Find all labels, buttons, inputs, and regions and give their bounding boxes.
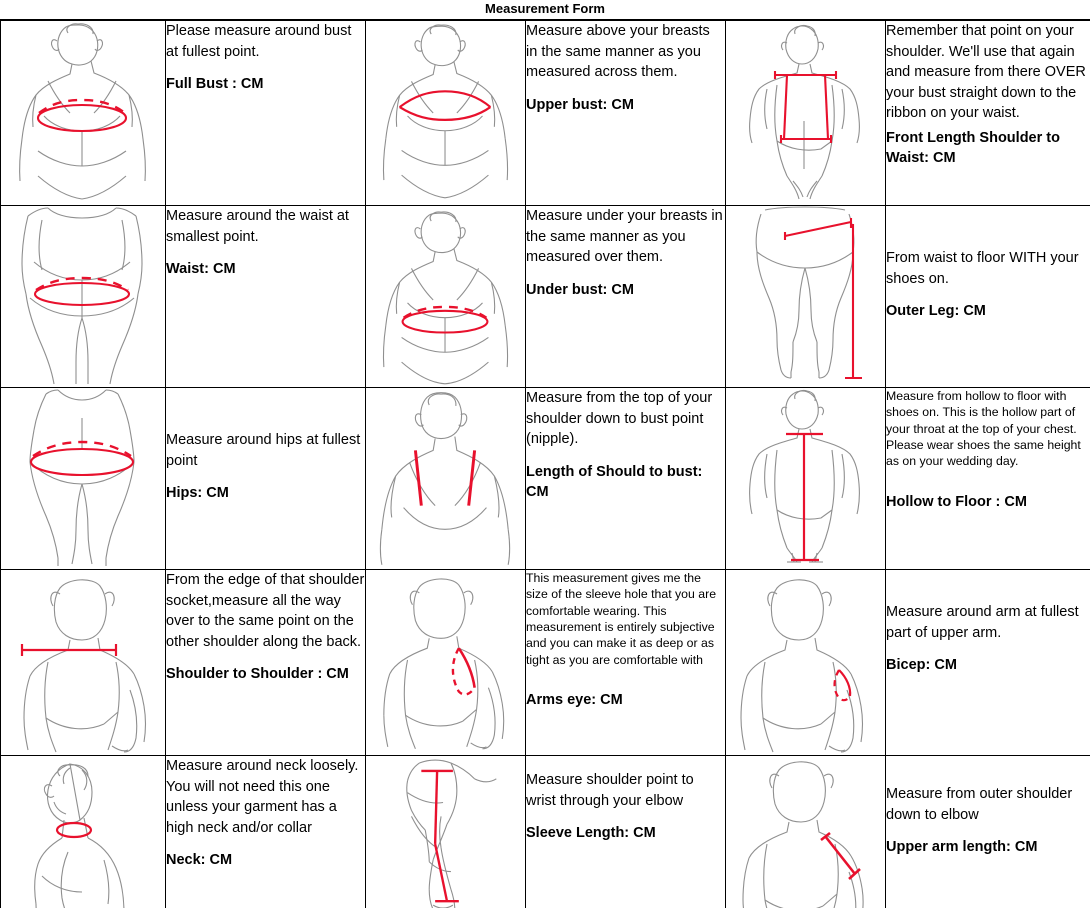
- cell-under-bust: [526, 206, 726, 388]
- description-text: Measure above your breasts in the same manner as you measured across them.: [526, 23, 710, 81]
- description-text: Measure around hips at fullest point: [166, 432, 361, 469]
- table-row: [1, 570, 1090, 756]
- description-text: This measurement gives me the size of the sleeve hole that you are comfortable wearing. This measurement is entirely subjective and you can make it as deep or as tight as you are comfortable with: [526, 571, 717, 667]
- cell-outer-leg: [886, 206, 1090, 388]
- measurement-label: Neck: CM: [166, 852, 233, 869]
- figure-svg-front-shoulder-to-bust: [372, 388, 520, 568]
- cell-hollow-to-floor: [886, 388, 1090, 570]
- description-text: Measure from hollow to floor with shoes on. This is the hollow part of your throat at the top of your chest. Please wear shoes the same height as on your wedding day.: [886, 389, 1081, 469]
- measurement-label: Hips: CM: [166, 485, 229, 502]
- measurement-label: Hollow to Floor : CM: [886, 493, 1027, 510]
- measurement-label: Full Bust : CM: [166, 76, 264, 93]
- figure-svg-front-lower-body-hips: [8, 388, 158, 568]
- description-text: From the edge of that shoulder socket,measure all the way over to the same point on the other shoulder along the back.: [166, 572, 365, 650]
- figure-svg-front-torso-waist: [8, 206, 158, 386]
- cell-neck: [166, 756, 366, 908]
- description-text: Measure under your breasts in the same manner as you measured over them.: [526, 208, 723, 266]
- measurement-label: Sleeve Length: CM: [526, 825, 656, 842]
- description-text: Remember that point on your shoulder. We'll use that again and measure from there OVER your bust straight down to the ribbon on your waist.: [886, 23, 1086, 122]
- figure-svg-front-torso-under-bust: [372, 206, 520, 386]
- figure-svg-front-torso-upper-bust: [372, 21, 520, 203]
- figure-svg-back-lower-body: [731, 206, 881, 386]
- figure-hips: [1, 388, 166, 570]
- description-text: Please measure around bust at fullest point.: [166, 23, 352, 60]
- measurement-label: Bicep: CM: [886, 657, 957, 674]
- measurement-label: Under bust: CM: [526, 281, 634, 298]
- table-row: [1, 21, 1090, 206]
- description-text: Measure from outer shoulder down to elbow: [886, 786, 1073, 823]
- measurement-grid: [0, 20, 1090, 908]
- figure-svg-back-shoulder-to-shoulder: [8, 570, 158, 754]
- figure-svg-front-torso-bust: [8, 21, 158, 203]
- measurement-label: Outer Leg: CM: [886, 303, 986, 320]
- figure-under-bust: [366, 206, 526, 388]
- measurement-label: Length of Should to bust: CM: [526, 463, 703, 501]
- figure-waist: [1, 206, 166, 388]
- table-row: [1, 206, 1090, 388]
- description-text: Measure shoulder point to wrist through your elbow: [526, 772, 694, 809]
- description-text: Measure around neck loosely. You will not need this one unless your garment has a high neck and/or collar: [166, 758, 359, 836]
- figure-svg-front-body-shoulder-waist: [731, 21, 881, 203]
- figure-hollow-to-floor: [726, 388, 886, 570]
- figure-svg-back-arms-eye: [372, 570, 520, 754]
- cell-waist: [166, 206, 366, 388]
- figure-upper-arm-length: [726, 756, 886, 908]
- measurement-label: Front Length Shoulder to Waist: CM: [886, 129, 1060, 167]
- page-title: Measurement Form: [0, 0, 1090, 20]
- figure-outer-leg: [726, 206, 886, 388]
- table-row: [1, 756, 1090, 908]
- figure-bicep: [726, 570, 886, 756]
- description-text: From waist to floor WITH your shoes on.: [886, 250, 1079, 287]
- cell-shoulder-to-shoulder: [166, 570, 366, 756]
- figure-sleeve-length: [366, 756, 526, 908]
- table-row: [1, 388, 1090, 570]
- cell-upper-arm-length: [886, 756, 1090, 908]
- measurement-label: Arms eye: CM: [526, 692, 623, 709]
- measurement-label: Upper arm length: CM: [886, 839, 1038, 856]
- description-text: Measure around the waist at smallest point.: [166, 208, 349, 245]
- cell-full-bust: [166, 21, 366, 206]
- figure-upper-bust: [366, 21, 526, 206]
- figure-svg-front-body-hollow-to-floor: [731, 388, 881, 568]
- cell-bicep: [886, 570, 1090, 756]
- description-text: Measure around arm at fullest part of upper arm.: [886, 604, 1079, 641]
- figure-svg-side-head-neck: [8, 756, 158, 908]
- figure-shoulder-to-bust: [366, 388, 526, 570]
- figure-full-bust: [1, 21, 166, 206]
- measurement-label: Shoulder to Shoulder : CM: [166, 666, 349, 683]
- figure-neck: [1, 756, 166, 908]
- figure-svg-back-upper-arm-length: [731, 756, 881, 908]
- figure-svg-back-bicep: [731, 570, 881, 754]
- figure-svg-side-arm-sleeve-length: [372, 756, 520, 908]
- description-text: Measure from the top of your shoulder down to bust point (nipple).: [526, 390, 713, 448]
- measurement-label: Upper bust: CM: [526, 96, 634, 113]
- figure-front-length-shoulder-to-waist: [726, 21, 886, 206]
- cell-hips: [166, 388, 366, 570]
- cell-front-length-shoulder-to-waist: [886, 21, 1090, 206]
- figure-shoulder-to-shoulder: [1, 570, 166, 756]
- measurement-label: Waist: CM: [166, 261, 236, 278]
- cell-sleeve-length: [526, 756, 726, 908]
- cell-shoulder-to-bust: [526, 388, 726, 570]
- figure-arms-eye: [366, 570, 526, 756]
- cell-arms-eye: [526, 570, 726, 756]
- cell-upper-bust: [526, 21, 726, 206]
